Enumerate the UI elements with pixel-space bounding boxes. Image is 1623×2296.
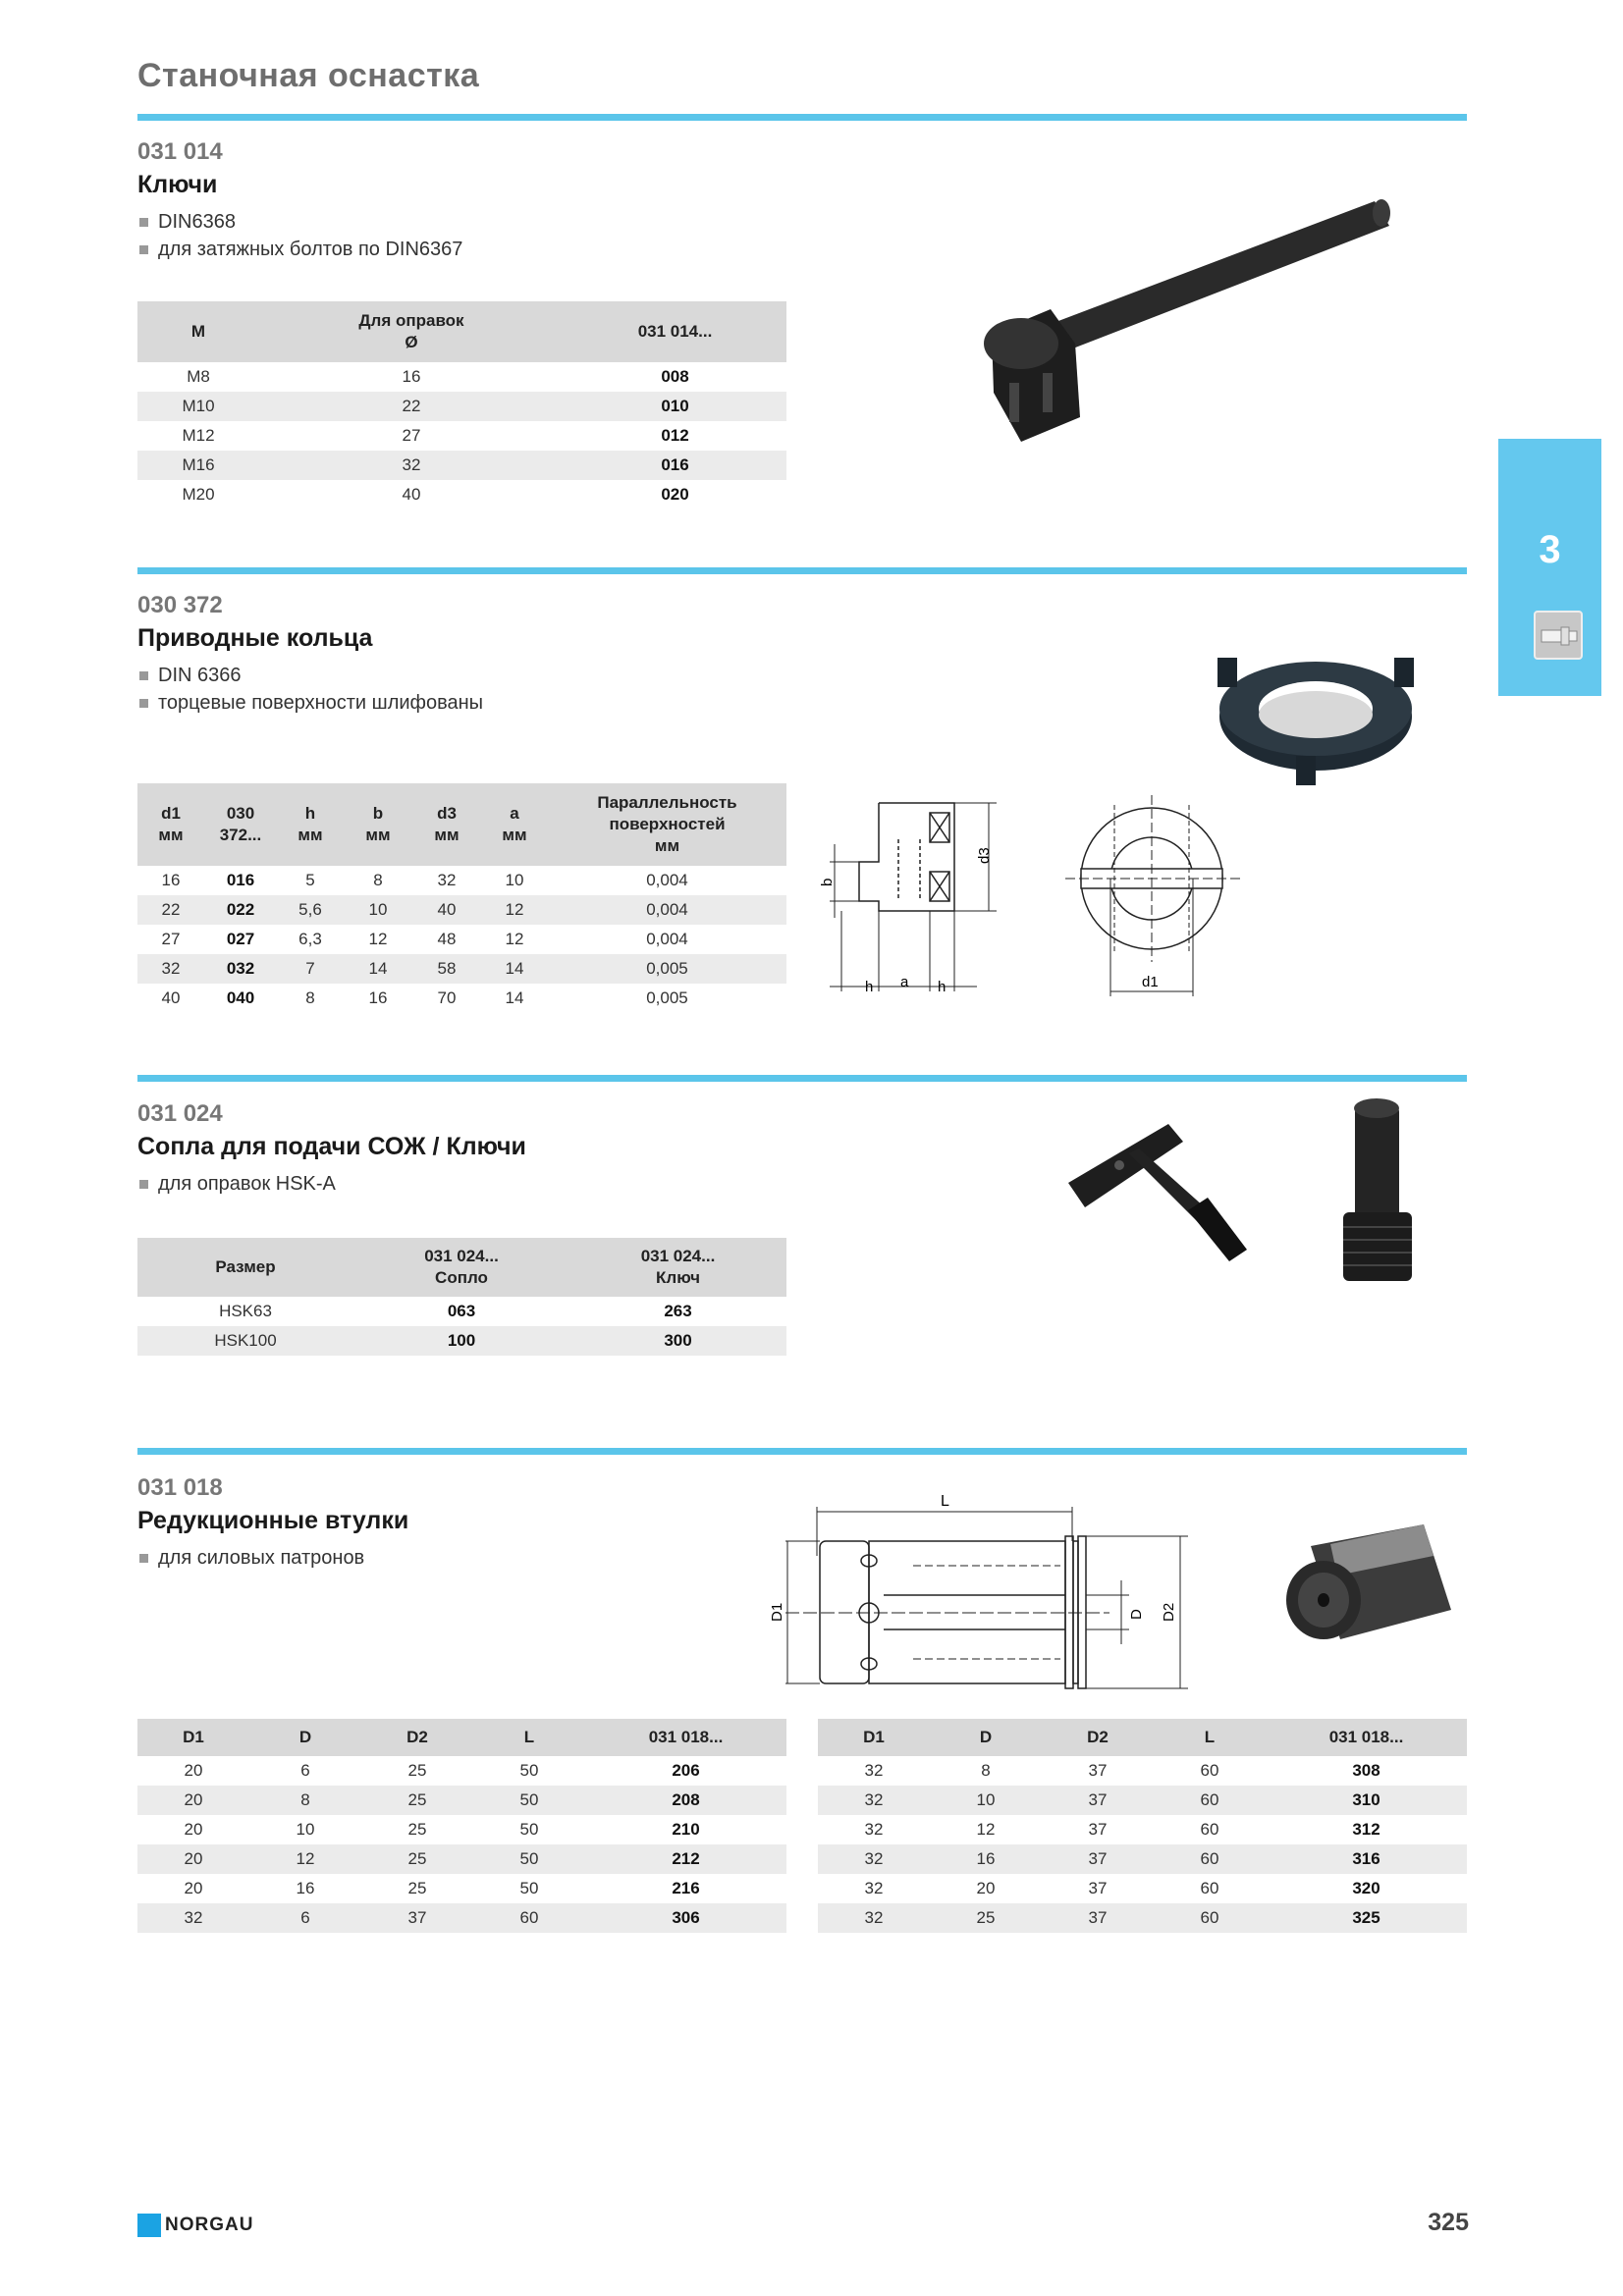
table-cell: 60 [1154,1844,1266,1874]
table-cell: 308 [1352,1761,1380,1780]
column-header: b мм [344,783,412,866]
table-cell: 320 [1352,1879,1380,1897]
column-header: 031 018... [1266,1719,1467,1756]
table-row [137,984,786,1013]
table-cell: 16 [368,988,388,1007]
dim-b-label: b [820,878,836,886]
feature-list [139,208,462,263]
table-cell: 12 [505,930,524,948]
column-header: D [249,1719,361,1756]
table-cell: 22 [259,392,564,421]
brand-logo-mark [137,2214,161,2237]
table-header [137,301,786,362]
table-cell: 100 [353,1326,569,1356]
table-cell: 14 [344,954,412,984]
drive-rings-table [137,783,786,1013]
feature-item: для затяжных болтов по DIN6367 [139,236,462,263]
section-title: Редукционные втулки [137,1507,409,1534]
chapter-number: 3 [1539,528,1561,571]
table-cell: 20 [184,1879,203,1897]
section-rule [137,567,1467,574]
section-title: Приводные кольца [137,624,373,652]
table-cell: 20 [137,1786,249,1815]
table-cell: M12 [182,426,215,445]
table-cell: 12 [368,930,388,948]
table-cell: 0,004 [646,930,688,948]
table-cell: 10 [930,1786,1042,1815]
table-cell: 20 [976,1879,996,1897]
table-cell: 50 [519,1879,539,1897]
table-cell: 32 [818,1903,930,1933]
table-cell: 25 [407,1820,427,1839]
table-cell: 208 [585,1786,786,1815]
table-cell: 8 [373,871,383,889]
table-row [818,1756,1467,1786]
table-cell: 040 [226,988,255,1007]
table-cell: 0,004 [646,871,688,889]
table-cell: 60 [1200,1820,1219,1839]
table-cell: 37 [1042,1903,1154,1933]
table-cell: 25 [361,1786,473,1815]
column-header: 031 018... [585,1719,786,1756]
table-cell: 0,005 [646,988,688,1007]
table-cell: 32 [437,871,457,889]
table-row [137,1903,786,1933]
table-cell: 32 [864,1879,884,1897]
table-row [137,451,786,480]
table-cell: M16 [137,451,259,480]
table-cell: 016 [564,451,786,480]
table-cell: 25 [407,1879,427,1897]
table-row [137,895,786,925]
brand-logo: NORGAU [165,2215,254,2235]
section-code: 031 014 [137,138,223,165]
column-header: D [930,1719,1042,1756]
table-cell: M8 [187,367,210,386]
column-header: M [137,301,259,362]
table-header [137,1238,786,1297]
table-cell: 8 [981,1761,991,1780]
table-cell: 60 [1200,1761,1219,1780]
table-cell: 6,3 [298,930,322,948]
table-cell: 300 [569,1326,786,1356]
column-header: Для оправок Ø [259,301,564,362]
table-cell: 27 [402,426,421,445]
column-header: D2 [361,1719,473,1756]
table-header [137,1719,786,1756]
table-row [137,480,786,509]
table-cell: 14 [481,954,548,984]
table-cell: 20 [184,1761,203,1780]
key-wrench-image [982,187,1404,456]
table-cell: 12 [249,1844,361,1874]
section-code: 031 018 [137,1474,223,1501]
nozzle-key-image [1060,1095,1453,1296]
drive-ring-image [1208,638,1424,810]
table-cell: 32 [137,954,204,984]
table-cell: 40 [161,988,181,1007]
table-cell: 8 [249,1786,361,1815]
sleeves-table-right [818,1719,1467,1933]
table-cell: 50 [519,1820,539,1839]
table-cell: 37 [1042,1786,1154,1815]
table-row [137,362,786,392]
table-cell: 0,005 [548,954,786,984]
table-cell: 0,004 [548,895,786,925]
feature-list [139,1170,336,1198]
bullet-icon [139,218,148,227]
table-row [137,1326,786,1356]
table-cell: 25 [361,1844,473,1874]
column-header: d3 мм [412,783,481,866]
table-cell: 32 [818,1786,930,1815]
table-cell: 25 [930,1903,1042,1933]
table-cell: 16 [402,367,421,386]
table-cell: 022 [204,895,277,925]
table-cell: 60 [473,1903,585,1933]
table-cell: 212 [585,1844,786,1874]
table-cell: 60 [1154,1786,1266,1815]
table-cell: 50 [473,1786,585,1815]
bullet-icon [139,1180,148,1189]
table-cell: 5 [305,871,315,889]
table-cell: 32 [259,451,564,480]
table-row [137,1297,786,1326]
bullet-icon [139,1554,148,1563]
section-title: Ключи [137,171,218,198]
column-header: h мм [277,783,344,866]
column-header: a мм [481,783,548,866]
column-header: D2 [1042,1719,1154,1756]
section-code: 030 372 [137,592,223,618]
ring-front-drawing [1055,785,1252,1016]
table-cell: 22 [137,895,204,925]
table-cell: 48 [437,930,457,948]
reduction-sleeve-image [1276,1517,1463,1659]
section-rule [137,1075,1467,1082]
table-cell: 40 [402,485,421,504]
column-header: Размер [137,1238,353,1297]
feature-item: DIN 6366 [139,662,483,689]
page-number: 325 [1428,2209,1469,2236]
table-row [818,1874,1467,1903]
feature-list [139,1544,364,1572]
table-row [137,1756,786,1786]
table-cell: 6 [249,1903,361,1933]
table-row [137,925,786,954]
table-row [137,866,786,895]
table-cell: 50 [519,1761,539,1780]
table-cell: 12 [481,895,548,925]
table-cell: 263 [664,1302,692,1320]
table-cell: 32 [864,1761,884,1780]
table-row [137,1815,786,1844]
column-header: 031 014... [564,301,786,362]
sleeves-table-left [137,1719,786,1933]
table-cell: 16 [161,871,181,889]
column-header: 031 024... Ключ [569,1238,786,1297]
table-cell: 10 [505,871,524,889]
table-cell: 010 [564,392,786,421]
section-title: Сопла для подачи СОЖ / Ключи [137,1133,526,1160]
table-cell: 008 [661,367,689,386]
table-cell: 70 [437,988,457,1007]
table-cell: 32 [818,1844,930,1874]
table-cell: HSK100 [137,1326,353,1356]
table-row [818,1844,1467,1874]
bullet-icon [139,699,148,708]
table-row [137,954,786,984]
table-cell: 016 [226,871,255,889]
table-cell: 6 [300,1761,310,1780]
table-cell: 25 [407,1761,427,1780]
dim-h-label: h [865,979,874,995]
table-cell: HSK63 [219,1302,272,1320]
feature-list [139,662,483,717]
dim-L-label: L [941,1493,949,1510]
table-row [137,421,786,451]
table-cell: 210 [672,1820,700,1839]
table-cell: 37 [1088,1761,1108,1780]
dim-d1-label: d1 [1142,974,1159,990]
table-cell: 20 [184,1820,203,1839]
table-row [137,1786,786,1815]
table-cell: 60 [1200,1879,1219,1897]
table-cell: 58 [412,954,481,984]
table-cell: 032 [204,954,277,984]
column-header: 030 372... [204,783,277,866]
table-cell: 8 [305,988,315,1007]
table-cell: 063 [447,1302,476,1320]
feature-item: DIN6368 [139,208,462,236]
dim-a-label: a [900,974,909,990]
bullet-icon [139,245,148,254]
table-row [818,1815,1467,1844]
table-cell: 50 [473,1844,585,1874]
table-cell: 37 [1088,1879,1108,1897]
section-rule [137,1448,1467,1455]
nozzles-table [137,1238,786,1356]
table-row [818,1903,1467,1933]
table-row [818,1786,1467,1815]
dim-D-label: D [1128,1609,1145,1620]
dim-h-label: h [938,979,947,995]
table-cell: 10 [344,895,412,925]
keys-table [137,301,786,509]
bullet-icon [139,671,148,680]
table-header [137,783,786,866]
table-cell: 20 [137,1844,249,1874]
column-header: D1 [137,1719,249,1756]
table-header [818,1719,1467,1756]
table-cell: 14 [505,988,524,1007]
table-cell: 312 [1352,1820,1380,1839]
table-cell: 306 [585,1903,786,1933]
column-header: L [1154,1719,1266,1756]
table-row [137,1874,786,1903]
table-cell: 310 [1266,1786,1467,1815]
table-cell: 32 [864,1820,884,1839]
table-row [137,1844,786,1874]
table-row [137,392,786,421]
table-cell: 7 [277,954,344,984]
table-cell: 40 [412,895,481,925]
sleeve-drawing [756,1482,1217,1713]
table-cell: 37 [1088,1820,1108,1839]
column-header: 031 024... Сопло [353,1238,569,1297]
table-cell: 206 [672,1761,700,1780]
table-cell: 60 [1154,1903,1266,1933]
table-cell: 32 [137,1903,249,1933]
page-title: Станочная оснастка [137,57,480,94]
section-code: 031 024 [137,1100,223,1127]
feature-item: торцевые поверхности шлифованы [139,689,483,717]
table-cell: 16 [296,1879,315,1897]
table-cell: 10 [296,1820,315,1839]
table-cell: 27 [161,930,181,948]
table-cell: 216 [672,1879,700,1897]
table-cell: 12 [976,1820,996,1839]
ring-side-drawing [820,785,1016,1016]
table-cell: 316 [1266,1844,1467,1874]
table-cell: 16 [930,1844,1042,1874]
feature-item: для силовых патронов [139,1544,364,1572]
tool-holder-icon [1534,611,1583,660]
column-header: D1 [818,1719,930,1756]
column-header: Параллельность поверхностей мм [548,783,786,866]
feature-item: для оправок HSK-A [139,1170,336,1198]
dim-d3-label: d3 [976,847,993,864]
table-cell: 37 [361,1903,473,1933]
dim-D1-label: D1 [769,1602,785,1622]
table-cell: 5,6 [277,895,344,925]
header-rule [137,114,1467,121]
column-header: L [473,1719,585,1756]
dim-D2-label: D2 [1161,1602,1177,1622]
table-cell: M20 [182,485,215,504]
column-header: d1 мм [137,783,204,866]
table-cell: M10 [137,392,259,421]
table-cell: 027 [226,930,255,948]
table-cell: 012 [661,426,689,445]
table-cell: 325 [1266,1903,1467,1933]
table-cell: 37 [1042,1844,1154,1874]
table-cell: 020 [661,485,689,504]
